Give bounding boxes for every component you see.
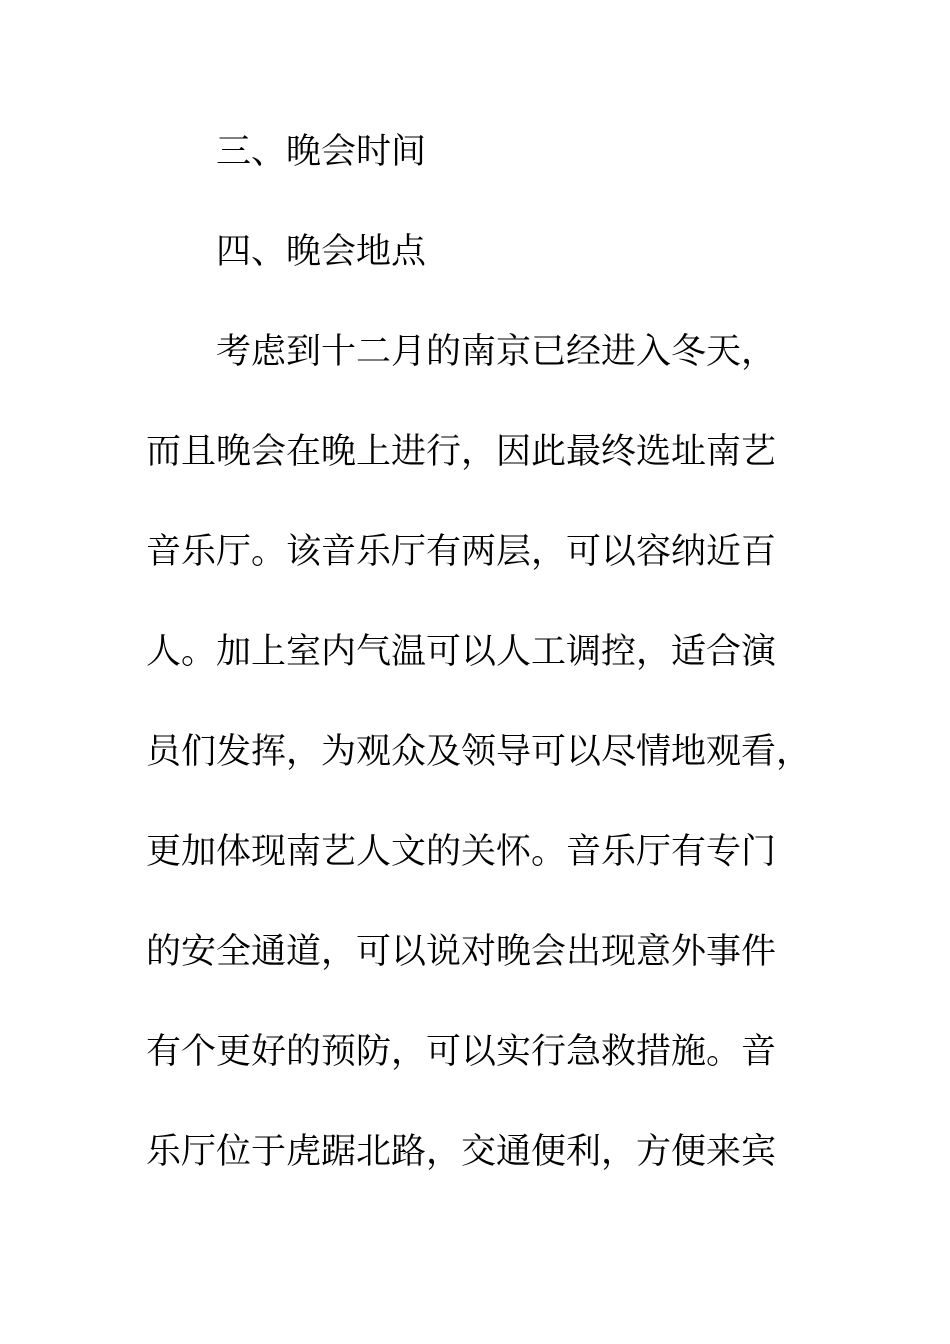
heading-time: 三、晚会时间 — [216, 132, 427, 172]
paragraph-line: 人。加上室内气温可以人工调控，适合演 — [146, 632, 777, 672]
paragraph-line: 乐厅位于虎踞北路，交通便利，方便来宾 — [146, 1132, 777, 1172]
paragraph-line: 更加体现南艺人文的关怀。音乐厅有专门 — [146, 832, 777, 872]
paragraph-line: 而且晚会在晚上进行，因此最终选址南艺 — [146, 432, 777, 472]
paragraph-line: 员们发挥，为观众及领导可以尽情地观看， — [146, 732, 812, 772]
paragraph-line: 的安全通道，可以说对晚会出现意外事件 — [146, 932, 777, 972]
heading-location: 四、晚会地点 — [216, 232, 427, 272]
paragraph-line: 音乐厅。该音乐厅有两层，可以容纳近百 — [146, 532, 777, 572]
paragraph-line: 有个更好的预防，可以实行急救措施。音 — [146, 1032, 777, 1072]
paragraph-line: 考虑到十二月的南京已经进入冬天， — [216, 332, 777, 372]
